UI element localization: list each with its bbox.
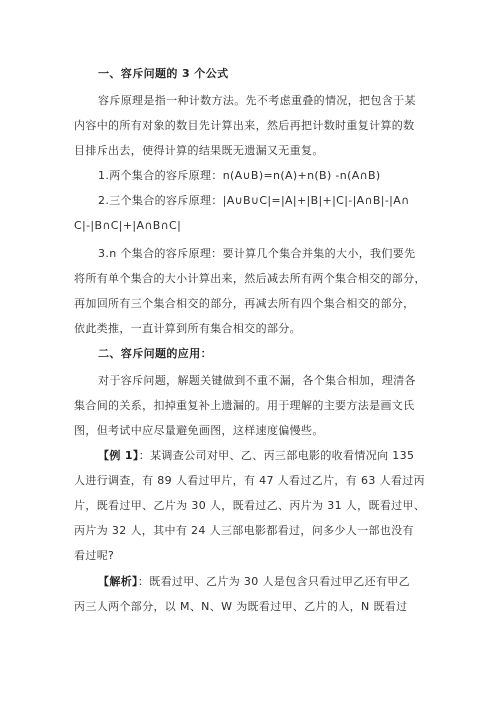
example-1-line bbox=[98, 448, 414, 464]
example-text: ：某调查公司对甲、乙、丙三部电影的收看情况向 135 bbox=[138, 449, 415, 462]
formula-three-sets-line: 2.三个集合的容斥原理：|A∪B∪C|=|A|+|B|+|C|-|A∩B|-|A∩ bbox=[98, 194, 410, 207]
section-1-para-line: 内容中的所有对象的数目先计算出来，然后再把计数时重复计算的数 bbox=[74, 119, 415, 132]
formula-two-sets: 1.两个集合的容斥原理：n(A∪B)=n(A)+n(B) -n(A∩B) bbox=[98, 169, 381, 182]
example-1-line: 看过呢? bbox=[74, 549, 115, 562]
analysis-label: 【解析】 bbox=[98, 575, 138, 588]
formula-n-sets-line: 依此类推，一直计算到所有集合相交的部分。 bbox=[74, 322, 301, 335]
section-1-para-line: 容斥原理是指一种计数方法。先不考虑重叠的情况，把包含于某 bbox=[98, 94, 416, 107]
section-1-title: 一、容斥问题的 3 个公式 bbox=[98, 67, 229, 80]
analysis-line bbox=[98, 574, 410, 590]
section-2-para-line: 图，但考试中应尽量避免画图，这样速度偏慢些。 bbox=[74, 424, 324, 437]
formula-three-sets-line: C|-|B∩C|+|A∩B∩C| bbox=[74, 219, 182, 232]
example-label: 【例 1】 bbox=[98, 449, 139, 462]
formula-n-sets-line: 将所有单个集合的大小计算出来，然后减去所有两个集合相交的部分， bbox=[74, 272, 426, 285]
analysis-text: ：既看过甲、乙片为 30 人是包含只看过甲乙还有甲乙 bbox=[137, 575, 410, 588]
section-1-para-line: 目排斥出去，使得计算的结果既无遗漏又无重复。 bbox=[74, 144, 324, 157]
section-2-para-line: 集合间的关系，扣掉重复补上遗漏的。用于理解的主要方法是画文氏 bbox=[74, 399, 415, 412]
formula-n-sets-line: 再加回所有三个集合相交的部分，再减去所有四个集合相交的部分， bbox=[74, 297, 415, 310]
example-1-line: 片，既看过甲、乙片为 30 人，既看过乙、丙片为 31 人，既看过甲、 bbox=[74, 499, 426, 512]
analysis-line: 丙三人两个部分，以 M、N、W 为既看过甲、乙片的人，N 既看过 bbox=[74, 600, 408, 613]
example-1-line: 丙片为 32 人，其中有 24 人三部电影都看过，问多少人一部也没有 bbox=[74, 524, 414, 537]
section-2-para-line: 对于容斥问题，解题关键做到不重不漏，各个集合相加，理清各 bbox=[98, 374, 416, 387]
example-1-line: 人进行调查，有 89 人看过甲片，有 47 人看过乙片，有 63 人看过丙 bbox=[74, 474, 425, 487]
formula-n-sets-line: 3.n 个集合的容斥原理：要计算几个集合并集的大小，我们要先 bbox=[98, 247, 416, 260]
section-2-title: 二、容斥问题的应用： bbox=[98, 347, 212, 360]
